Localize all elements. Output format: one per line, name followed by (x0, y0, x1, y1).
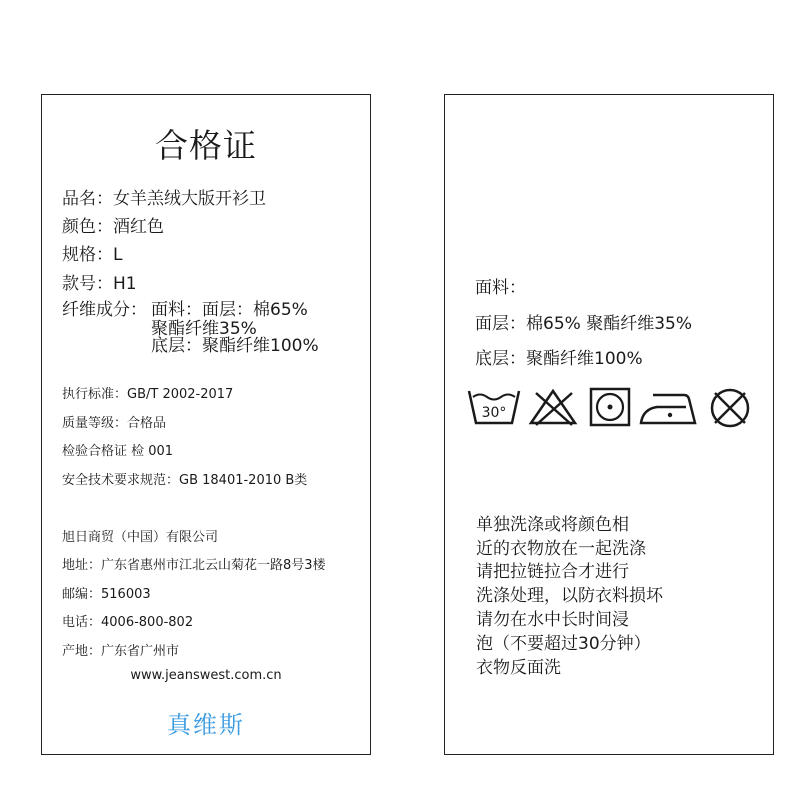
website-link: www.jeanswest.com.cn (130, 668, 282, 683)
inspection-line: 检验合格证 检 001 (62, 444, 174, 459)
field-label: 品名： (62, 189, 113, 209)
wash-30-icon (467, 387, 521, 427)
style-number-row (62, 269, 137, 294)
product-name-row (62, 184, 266, 209)
care-instruction-line: 请把拉链拉合才进行 (476, 562, 629, 582)
field-value: 女羊羔绒大版开衫卫 (113, 189, 266, 209)
tag-title: 合格证 (155, 126, 257, 165)
field-value: L (113, 245, 123, 265)
wash-temperature: 30° (481, 405, 507, 421)
company-name: 旭日商贸（中国）有限公司 (62, 530, 219, 545)
company-address: 地址：广东省惠州市江北云山菊花一路8号3楼 (62, 558, 326, 573)
field-value: 酒红色 (113, 217, 164, 237)
care-instruction-line: 泡（不要超过30分钟） (476, 634, 651, 654)
do-not-bleach-icon (528, 387, 578, 427)
color-row (62, 212, 164, 237)
size-row (62, 240, 122, 265)
fabric-inner-layer: 底层：聚酯纤维100% (475, 349, 643, 369)
fabric-heading: 面料： (475, 278, 526, 298)
origin: 产地：广东省广州市 (62, 644, 180, 659)
standard-line: 执行标准：GB/T 2002-2017 (62, 387, 234, 402)
care-instruction-line: 请勿在水中长时间浸 (476, 610, 629, 630)
care-instruction-line: 洗涤处理，以防衣料损坏 (476, 586, 663, 606)
fiber-line-2: 聚酯纤维35% (151, 319, 257, 339)
company-phone: 电话：4006-800-802 (62, 615, 194, 630)
fabric-outer-layer: 面层：棉65% 聚酯纤维35% (475, 314, 692, 334)
do-not-dry-clean-icon (707, 387, 753, 429)
care-instruction-line: 单独洗涤或将颜色相 (476, 515, 629, 535)
fiber-line-1: 面料：面层：棉65% (151, 300, 308, 320)
care-instruction-line: 近的衣物放在一起洗涤 (476, 539, 646, 559)
field-label: 颜色： (62, 217, 113, 237)
care-label-tag (444, 94, 774, 755)
fiber-line-3: 底层：聚酯纤维100% (151, 336, 319, 356)
tumble-dry-icon (587, 387, 633, 427)
certificate-tag (41, 94, 371, 755)
iron-low-icon (639, 387, 699, 427)
quality-grade-line: 质量等级：合格品 (62, 416, 167, 431)
field-value: H1 (113, 274, 137, 294)
field-label: 款号： (62, 274, 113, 294)
company-postcode: 邮编：516003 (62, 587, 151, 602)
brand-name: 真维斯 (167, 711, 245, 739)
safety-standard-line: 安全技术要求规范：GB 18401-2010 B类 (62, 473, 308, 488)
field-label: 规格： (62, 245, 113, 265)
fiber-label: 纤维成分： (62, 300, 147, 320)
care-instruction-line: 衣物反面洗 (476, 658, 561, 678)
